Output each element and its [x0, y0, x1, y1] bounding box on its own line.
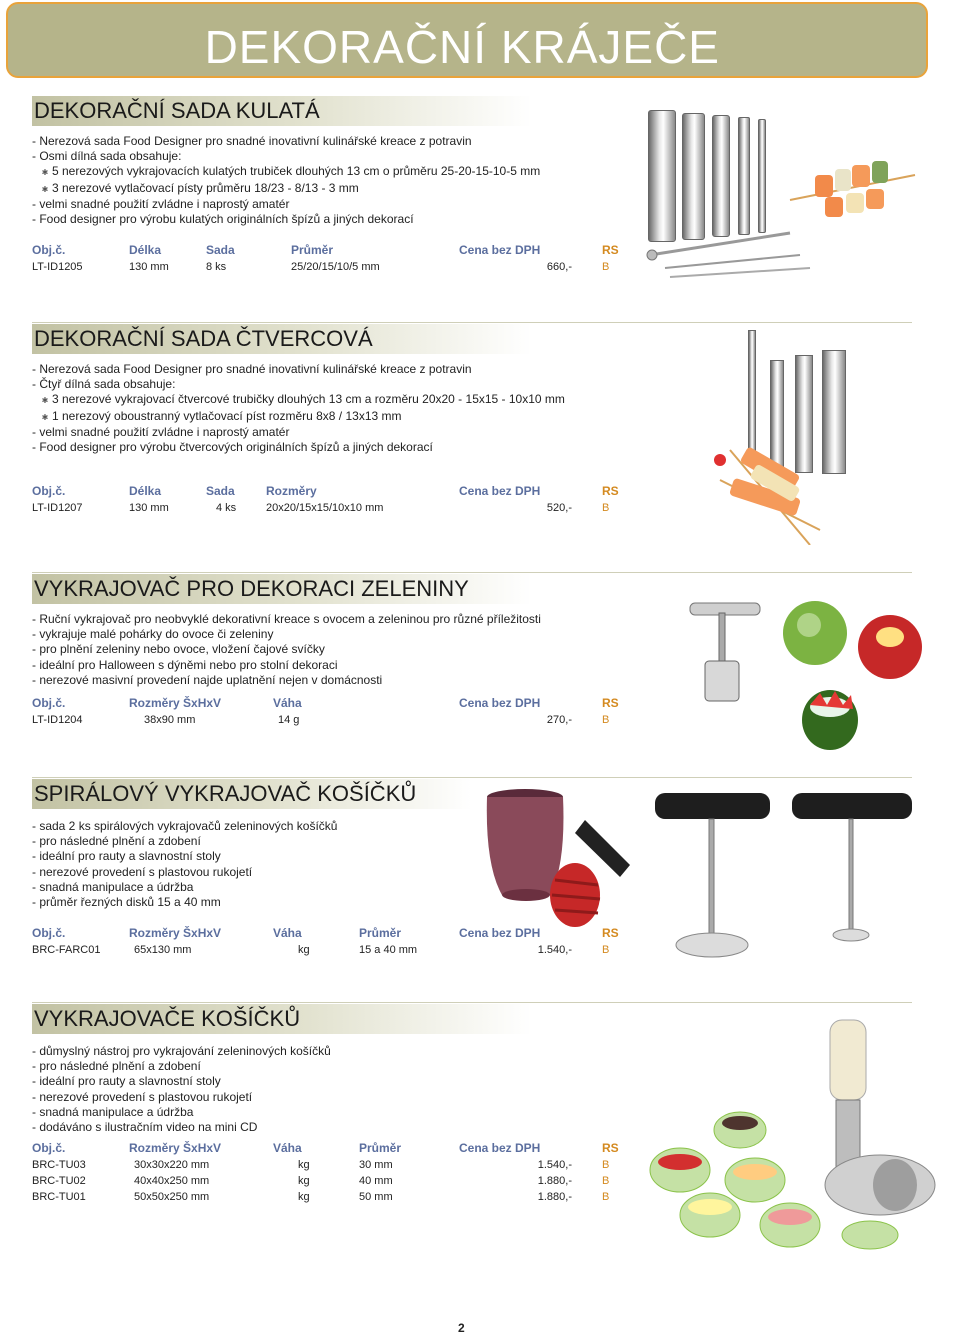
section-vegetable-cutter	[32, 574, 619, 728]
desc-line: - ideální pro rauty a slavnostní stoly	[32, 1074, 221, 1089]
section-header	[32, 1004, 532, 1034]
table-row	[32, 712, 619, 728]
desc-bullet: ✱ 5 nerezových vykrajovacích kulatých trubiček dlouhých 13 cm o průměru 25-20-15-10-5 mm	[32, 164, 619, 180]
cell: 50x50x250 mm	[134, 1191, 210, 1204]
section-description	[32, 362, 619, 455]
desc-line: - pro plnění zeleniny nebo ovoce, vložení čajové svíčky	[32, 642, 325, 657]
desc-line: - dodáváno s ilustračním video na mini CD	[32, 1120, 258, 1135]
cell: B	[602, 1175, 610, 1188]
product-table	[32, 1139, 619, 1205]
col-header: Rozměry	[266, 484, 317, 499]
cell: B	[602, 261, 610, 274]
col-header: Cena bez DPH	[459, 696, 541, 711]
cell: 1.880,-	[537, 1175, 572, 1188]
cell	[358, 712, 459, 728]
product-table	[32, 694, 619, 728]
cell: 50 mm	[359, 1191, 393, 1204]
cell: 1.540,-	[537, 944, 572, 957]
col-header: Váha	[273, 696, 302, 711]
table-header-row	[32, 1139, 619, 1157]
cell: LT-ID1207	[32, 502, 83, 515]
cell: kg	[298, 1175, 310, 1188]
table-row	[32, 1173, 619, 1189]
col-header: Obj.č.	[32, 926, 66, 941]
col-header: Obj.č.	[32, 484, 66, 499]
desc-line: - velmi snadné použití zvládne i naprostý amatér	[32, 424, 290, 439]
section-header	[32, 96, 532, 126]
desc-line: - Nerezová sada Food Designer pro snadné inovativní kulinářské kreace z potravin	[32, 134, 472, 148]
desc-bullet: ✱ 3 nerezové vytlačovací písty průměru 18/23 - 8/13 - 3 mm	[32, 181, 619, 197]
cell: B	[602, 1159, 610, 1172]
cell: 38x90 mm	[144, 714, 196, 727]
col-header: RS	[602, 926, 619, 941]
desc-line: - pro následné plnění a zdobení	[32, 1059, 201, 1074]
product-table	[32, 241, 619, 275]
cell: kg	[298, 944, 310, 957]
table-row	[32, 259, 619, 275]
cell: LT-ID1204	[32, 714, 83, 727]
section-description	[32, 1044, 619, 1135]
section-title: VYKRAJOVAČ PRO DEKORACI ZELENINY	[34, 576, 469, 601]
desc-line: - průměr řezných disků 15 a 40 mm	[32, 895, 221, 910]
vegetable-cutter-photo	[685, 595, 935, 755]
col-header: Průměr	[359, 1141, 402, 1156]
section-header	[32, 779, 472, 809]
desc-line: - nerezové masivní provedení najde uplatnění nejen v domácnosti	[32, 672, 383, 687]
page-title: DEKORAČNÍ KRÁJEČE	[204, 21, 720, 73]
desc-line: - nerezové provedení s plastovou rukojetí	[32, 864, 253, 879]
cell: BRC-TU03	[32, 1159, 86, 1172]
cell: 30x30x220 mm	[134, 1159, 210, 1172]
spiral-cutters-product-photo	[650, 785, 930, 965]
basket-cutters-photo	[640, 1010, 950, 1250]
desc-line: - Ruční vykrajovač pro neobvyklé dekorativní kreace s ovocem a zeleninou pro různé příležitosti	[32, 612, 541, 626]
cell: 65x130 mm	[134, 944, 192, 957]
cell: 15 a 40 mm	[359, 944, 418, 957]
col-header: Cena bez DPH	[459, 484, 541, 499]
cell: kg	[298, 1191, 310, 1204]
col-header: Rozměry ŠxHxV	[129, 696, 222, 711]
desc-line: - snadná manipulace a údržba	[32, 1104, 194, 1119]
table-row	[32, 1157, 619, 1173]
col-header: Obj.č.	[32, 243, 66, 258]
cell: B	[602, 714, 610, 727]
desc-line: - sada 2 ks spirálových vykrajovačů zeleninových košíčků	[32, 819, 338, 833]
cell: 1.540,-	[537, 1159, 572, 1172]
cell: 20x20/15x15/10x10 mm	[266, 502, 384, 515]
col-header: Obj.č.	[32, 696, 66, 711]
col-header: RS	[602, 243, 619, 258]
col-header: Cena bez DPH	[459, 243, 541, 258]
col-header: Váha	[273, 926, 302, 941]
col-header: Váha	[273, 1141, 302, 1156]
cell: 40x40x250 mm	[134, 1175, 210, 1188]
desc-line: - důmyslný nástroj pro vykrajování zeleninových košíčků	[32, 1044, 331, 1058]
cell: BRC-TU02	[32, 1175, 86, 1188]
desc-bullet: ✱ 3 nerezové vykrajovací čtvercové trubičky dlouhých 13 cm a rozměru 20x20 - 15x15 - 10x10 mm	[32, 392, 619, 408]
section-title: SPIRÁLOVÝ VYKRAJOVAČ KOŠÍČKŮ	[34, 781, 417, 806]
section-description	[32, 612, 619, 688]
cell: 8 ks	[206, 261, 227, 274]
desc-line: - ideální pro Halloween s dýněmi nebo pro stolní dekoraci	[32, 657, 338, 672]
desc-line: - velmi snadné použití zvládne i naprostý amatér	[32, 196, 290, 211]
col-header: Průměr	[291, 243, 334, 258]
table-row	[32, 1189, 619, 1205]
table-row	[32, 500, 619, 516]
desc-line: - vykrajuje malé pohárky do ovoce či zeleniny	[32, 627, 274, 642]
cell: B	[602, 502, 610, 515]
section-basket-cutters	[32, 1004, 619, 1205]
col-header: Cena bez DPH	[459, 1141, 541, 1156]
col-header: Sada	[206, 243, 235, 258]
desc-line: - Čtyř dílná sada obsahuje:	[32, 377, 176, 392]
cell: BRC-TU01	[32, 1191, 86, 1204]
col-header: Rozměry ŠxHxV	[129, 926, 222, 941]
cell: 4 ks	[216, 502, 237, 515]
cell: B	[602, 944, 610, 957]
desc-line: - Nerezová sada Food Designer pro snadné inovativní kulinářské kreace z potravin	[32, 362, 472, 376]
cell: 270,-	[546, 714, 572, 727]
square-tubes-photo	[700, 330, 880, 545]
cell: B	[602, 1191, 610, 1204]
desc-line: - Osmi dílná sada obsahuje:	[32, 149, 182, 164]
cell: 1.880,-	[537, 1191, 572, 1204]
col-header: Délka	[129, 484, 162, 499]
page-number: 2	[458, 1321, 465, 1335]
table-header-row	[32, 482, 619, 500]
desc-bullet: ✱ 1 nerezový oboustranný vytlačovací píst rozměru 8x8 / 13x13 mm	[32, 409, 619, 425]
col-header: Délka	[129, 243, 162, 258]
section-header	[32, 574, 532, 604]
cell: kg	[298, 1159, 310, 1172]
cell: BRC-FARC01	[32, 944, 101, 957]
section-title: DEKORAČNÍ SADA ČTVERCOVÁ	[34, 326, 373, 351]
cell: 25/20/15/10/5 mm	[291, 261, 380, 274]
cell: 14 g	[278, 714, 300, 727]
col-header: Průměr	[359, 926, 402, 941]
table-header-row	[32, 241, 619, 259]
col-header: Obj.č.	[32, 1141, 66, 1156]
desc-line: - Food designer pro výrobu kulatých originálních špízů a jiných dekorací	[32, 212, 414, 227]
section-square-set	[32, 324, 619, 516]
section-description	[32, 134, 619, 227]
col-header: Cena bez DPH	[459, 926, 541, 941]
col-header: RS	[602, 1141, 619, 1156]
desc-line: - Food designer pro výrobu čtvercových originálních špízů a jiných dekorací	[32, 440, 433, 455]
cell: 520,-	[546, 502, 572, 515]
round-tubes-photo	[640, 105, 940, 280]
col-header: Rozměry ŠxHxV	[129, 1141, 222, 1156]
spiral-cutter-photo	[480, 785, 640, 965]
desc-line: - snadná manipulace a údržba	[32, 879, 194, 894]
section-title: VYKRAJOVAČE KOŠÍČKŮ	[34, 1006, 301, 1031]
section-round-set	[32, 96, 619, 275]
col-header: RS	[602, 484, 619, 499]
desc-line: - pro následné plnění a zdobení	[32, 834, 201, 849]
cell: 660,-	[546, 261, 572, 274]
cell: 40 mm	[359, 1175, 393, 1188]
col-header	[358, 694, 459, 712]
title-banner	[6, 2, 928, 78]
section-header	[32, 324, 532, 354]
cell: 130 mm	[129, 502, 169, 515]
cell: 130 mm	[129, 261, 169, 274]
product-table	[32, 482, 619, 516]
cell: 30 mm	[359, 1159, 393, 1172]
table-header-row	[32, 694, 619, 712]
col-header: Sada	[206, 484, 235, 499]
cell: LT-ID1205	[32, 261, 83, 274]
desc-line: - ideální pro rauty a slavnostní stoly	[32, 849, 221, 864]
section-title: DEKORAČNÍ SADA KULATÁ	[34, 98, 320, 123]
col-header: RS	[602, 696, 619, 711]
desc-line: - nerezové provedení s plastovou rukojetí	[32, 1089, 253, 1104]
